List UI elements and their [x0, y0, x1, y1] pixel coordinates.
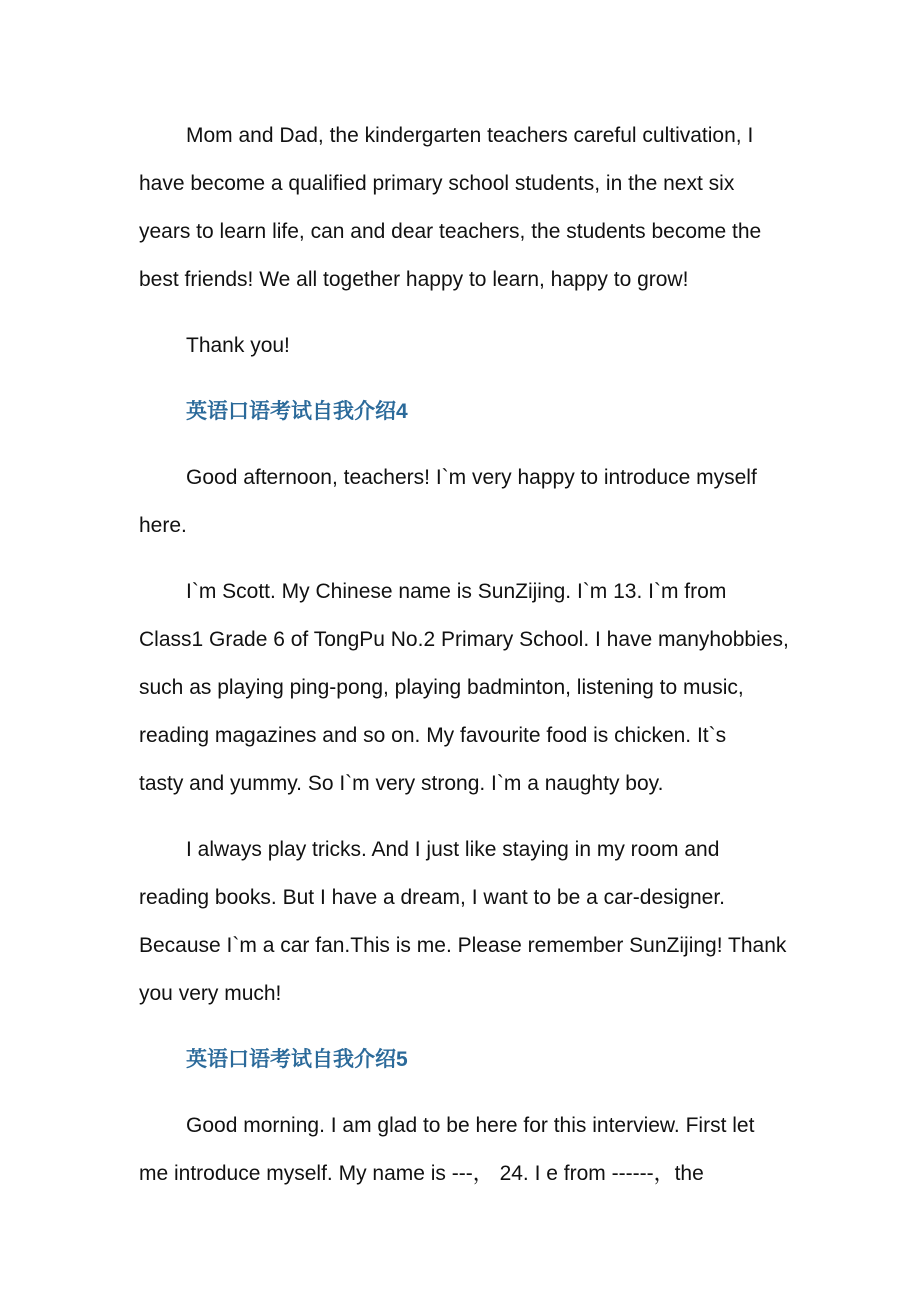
text-line: Because I`m a car fan.This is me. Please remember SunZijing! Thank: [139, 934, 787, 957]
text-line: me introduce myself. My name is ---， 24. I e from ------，the: [139, 1162, 704, 1185]
section-heading-5: 英语口语考试自我介绍5: [186, 1048, 408, 1071]
paragraph-interview: [139, 1102, 784, 1198]
text-line: I`m Scott. My Chinese name is SunZijing. I`m 13. I`m from: [186, 580, 727, 603]
text-line: Thank you!: [186, 334, 290, 357]
document-body: [139, 112, 789, 1216]
text-line: tasty and yummy. So I`m very strong. I`m a naughty boy.: [139, 772, 664, 795]
text-line: Good afternoon, teachers! I`m very happy to introduce myself: [186, 466, 757, 489]
text-line: Class1 Grade 6 of TongPu No.2 Primary School. I have manyhobbies,: [139, 628, 789, 651]
text-line: have become a qualified primary school students, in the next six: [139, 172, 735, 195]
text-line: reading magazines and so on. My favourite food is chicken. It`s: [139, 724, 727, 747]
paragraph-closing: [139, 112, 784, 304]
text-line: reading books. But I have a dream, I want to be a car-designer.: [139, 886, 726, 909]
text-line: years to learn life, can and dear teachers, the students become the: [139, 220, 762, 243]
text-line: best friends! We all together happy to learn, happy to grow!: [139, 268, 689, 291]
text-line: such as playing ping-pong, playing badminton, listening to music,: [139, 676, 744, 699]
paragraph-greeting: [139, 454, 784, 550]
paragraph-about-me: [139, 568, 789, 808]
text-line: you very much!: [139, 982, 282, 1005]
text-line: Mom and Dad, the kindergarten teachers careful cultivation, I: [186, 124, 754, 147]
paragraph-thanks: [139, 322, 784, 370]
text-line: Good morning. I am glad to be here for this interview. First let: [186, 1114, 755, 1137]
section-heading-4: 英语口语考试自我介绍4: [186, 400, 408, 423]
paragraph-dream: [139, 826, 787, 1018]
text-line: here.: [139, 514, 187, 537]
text-line: I always play tricks. And I just like staying in my room and: [186, 838, 720, 861]
